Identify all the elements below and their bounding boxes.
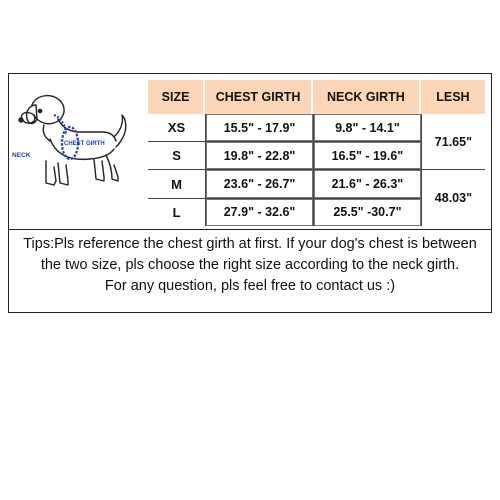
header-size: SIZE [148,80,205,114]
size-cell: S [148,141,205,169]
size-table [148,80,485,226]
size-cell: XS [167,120,186,136]
chest-cell: 27.9" - 32.6" [205,198,313,226]
header-leash: LESH [421,80,485,114]
tips-line: the two size, pls choose the right size according to the neck girth. [40,257,460,273]
divider-line [8,229,492,230]
neck-cell: 21.6" - 26.3" [313,169,421,197]
chest-cell: 19.8" - 22.8" [205,141,313,169]
header-chest-girth: CHEST GIRTH [205,80,313,114]
header-neck-girth: NECK GIRTH [313,80,421,114]
chest-cell: 15.5" - 17.9" [205,114,313,141]
tips-line: Tips:Pls reference the chest girth at first. If your dog's chest is between [23,236,477,252]
table-row [148,114,485,141]
neck-label: NECK [12,152,31,159]
table-header-row [148,80,485,114]
chest-girth-label: CHEST GIRTH [64,141,105,147]
neck-cell: 9.8" - 14.1" [313,114,421,141]
neck-cell: 16.5" - 19.6" [313,141,421,169]
dog-diagram [10,75,132,229]
leash-cell: 71.65" [421,114,485,169]
dog-illustration [10,75,132,229]
size-cell: M [148,169,205,197]
size-cell: L [148,198,205,226]
tips-text [10,234,490,297]
neck-cell: 25.5" -30.7" [313,198,421,226]
chest-cell: 23.6" - 26.7" [205,169,313,197]
table-row [148,169,485,197]
tips-line: For any question, pls feel free to contact us :) [104,278,396,294]
leash-cell: 48.03" [421,169,485,226]
